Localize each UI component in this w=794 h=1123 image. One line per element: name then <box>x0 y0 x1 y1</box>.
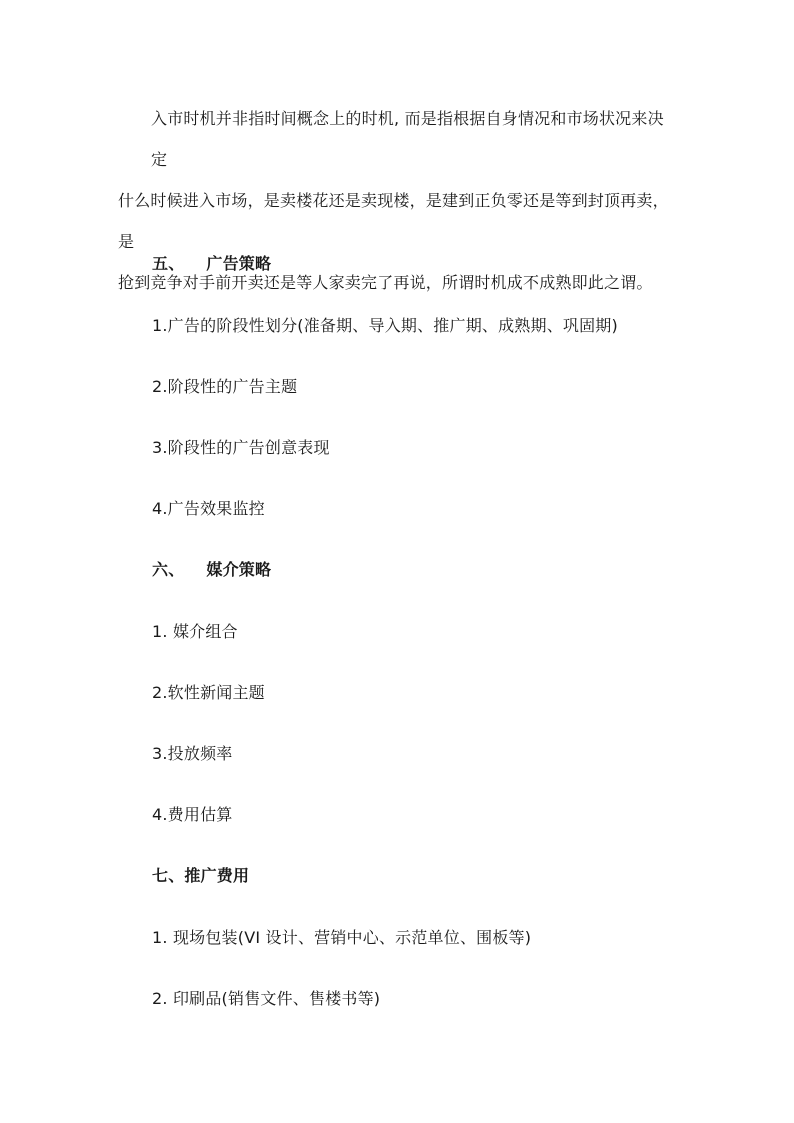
section-6-item-2: 2.软性新闻主题 <box>152 683 265 702</box>
intro-line-2: 什么时候进入市场，是卖楼花还是卖现楼，是建到正负零还是等到封顶再卖，是 <box>118 191 669 251</box>
section-5-item-4: 4.广告效果监控 <box>152 499 265 518</box>
section-6-number: 六、 <box>152 560 185 579</box>
section-6-item-1: 1. 媒介组合 <box>152 622 238 641</box>
section-5-heading <box>152 251 271 274</box>
section-6-heading <box>152 557 271 580</box>
section-5-item-1: 1.广告的阶段性划分(准备期、导入期、推广期、成熟期、巩固期) <box>152 316 618 335</box>
section-5-number: 五、 <box>152 254 185 273</box>
intro-line-3: 抢到竞争对手前开卖还是等人家卖完了再说，所谓时机成不成熟即此之谓。 <box>118 273 653 292</box>
section-7-item-2: 2. 印刷品(销售文件、售楼书等) <box>152 989 381 1008</box>
section-5-title: 广告策略 <box>206 254 272 273</box>
section-7-heading: 七、推广费用 <box>152 866 250 885</box>
section-5-item-2: 2.阶段性的广告主题 <box>152 377 298 396</box>
section-5-item-3: 3.阶段性的广告创意表现 <box>152 438 330 457</box>
section-6-item-3: 3.投放频率 <box>152 744 233 763</box>
section-6-item-4: 4.费用估算 <box>152 805 233 824</box>
section-7-item-1: 1. 现场包装(VI 设计、营销中心、示范单位、围板等) <box>152 928 532 947</box>
section-6-title: 媒介策略 <box>206 560 272 579</box>
intro-line-1: 入市时机并非指时间概念上的时机, 而是指根据自身情况和市场状况来决定 <box>151 109 664 169</box>
